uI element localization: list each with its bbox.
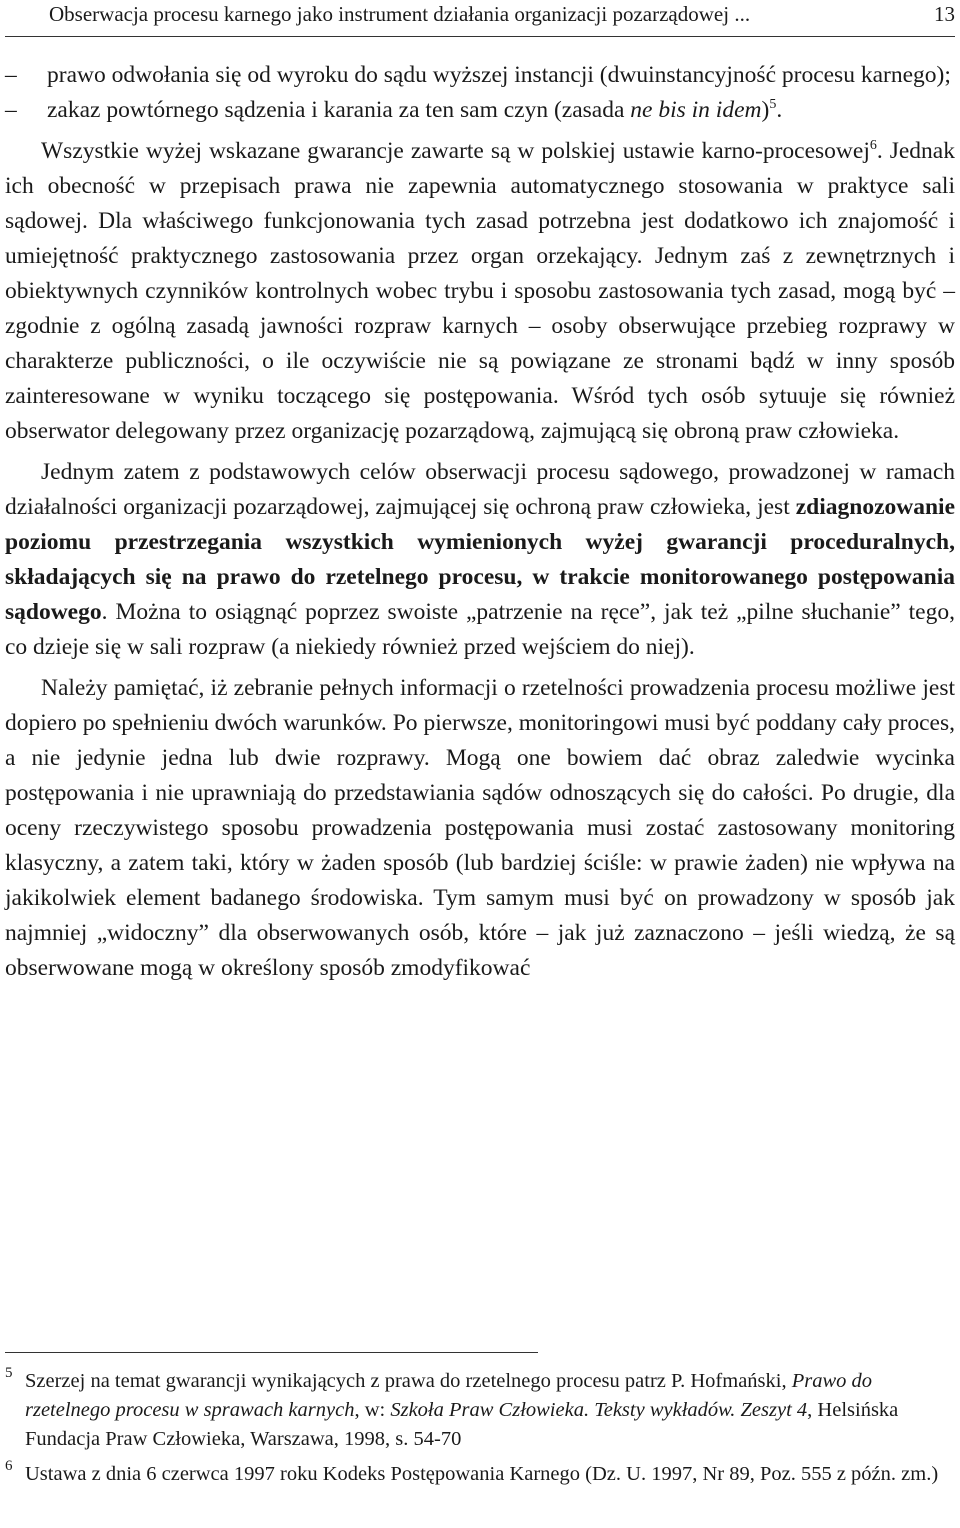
paragraph xyxy=(5,455,955,665)
list-item-period: . xyxy=(776,97,783,123)
list-item xyxy=(5,58,955,93)
footnote-title: Prawo do rzetelnego procesu w sprawach karnych xyxy=(25,1370,873,1421)
list-item-text: prawo odwołania się od wyroku do sądu wyższej instancji (dwuinstancyjność procesu karnego); xyxy=(47,62,951,88)
footnote-text: , w: xyxy=(354,1399,391,1421)
footnotes xyxy=(5,1352,955,1495)
footnote-source: Szkoła Praw Człowieka. Teksty wykładów. Zeszyt 4 xyxy=(390,1399,808,1421)
footnote-number: 5 xyxy=(5,1365,13,1381)
paragraph: Należy pamiętać, iż zebranie pełnych informacji o rzetelności prowadzenia procesu możliwe jest dopiero po spełnieniu dwóch warunków. Po pierwsze, monitoringowi musi być poddany cały proces, a nie jedynie jedna lub dwie rozprawy. Mogą one bowiem dać obraz zaledwie wycinka postępowania i nie uprawniają do przedstawiania sądów odnoszących się do całości. Po drugie, dla oceny rzeczywistego sposobu prowadzenia postępowania musi zostać zastosowany monitoring klasyczny, a zatem taki, który w żaden sposób (lub bardziej ściśle: w prawie żaden) nie wpływa na jakikolwiek element badanego środowiska. Tym samym musi być on prowadzony w sposób jak najmniej „widoczny” dla obserwowanych osób, które – jak już zaznaczono – jeśli wiedzą, że są obserwowane mogą w określony sposób zmodyfikować xyxy=(5,675,955,981)
list-item-text: zakaz powtórnego sądzenia i karania za ten sam czyn (zasada xyxy=(47,97,631,123)
footnote-number: 6 xyxy=(5,1458,13,1474)
running-header xyxy=(5,0,955,37)
footnote xyxy=(5,1367,955,1454)
paragraph-text: . Jednak ich obecność w przepisach prawa nie zapewnia automatycznego stosowania w praktyce sali sądowej. Dla właściwego funkcjonowania tych zasad potrzebna jest dodatkowo ich znajomość i umiejętność praktycznego zastosowania przez organ orzekający. Jednym zaś z zewnętrznych i obiektywnych czynników kontrolnych wobec trybu i sposobu zastosowania tych zasad, mogą być – zgodnie z ogólną zasadą jawności rozpraw karnych – osoby obserwujące przebieg rozprawy w charakterze publiczności, o ile oczywiście nie są powiązane ze stronami bądź w inny sposób zainteresowane w wyniku toczącego się postępowania. Wśród tych osób sytuuje się również obserwator delegowany przez organizację pozarządową, zajmującą się obroną praw człowieka. xyxy=(5,138,955,444)
paragraph-text: Wszystkie wyżej wskazane gwarancje zawarte są w polskiej ustawie karno-procesowej xyxy=(41,138,870,164)
paragraph-text: . Można to osiągnąć poprzez swoiste „patrzenie na ręce”, jak też „pilne słuchanie” tego, co dzieje się w sali rozpraw (a niekiedy również przed wejściem do niej). xyxy=(5,599,955,660)
dash-mark: – xyxy=(5,97,17,123)
footnote-text: Szerzej na temat gwarancji wynikających z prawa do rzetelnego procesu patrz P. Hofmański, xyxy=(25,1370,792,1392)
header-title: Obserwacja procesu karnego jako instrument działania organizacji pozarządowej ... xyxy=(49,2,751,26)
dash-mark: – xyxy=(5,62,17,88)
latin-phrase: ne bis in idem xyxy=(630,97,762,123)
footnote xyxy=(5,1460,955,1489)
main-text xyxy=(5,58,955,986)
page-number: 13 xyxy=(934,2,955,26)
list-item-text-end: ) xyxy=(761,97,770,123)
list-item xyxy=(5,93,955,128)
footnote-ref[interactable]: 5 xyxy=(769,97,777,113)
footnote-text: , Helsińska Fundacja Praw Człowieka, Warszawa, 1998, s. 54-70 xyxy=(25,1399,899,1450)
footnote-text: Ustawa z dnia 6 czerwca 1997 roku Kodeks Postępowania Karnego (Dz. U. 1997, Nr 89, Poz. 555 z późn. zm.) xyxy=(25,1463,939,1485)
footnote-ref[interactable]: 6 xyxy=(869,138,877,154)
footnote-rule xyxy=(5,1352,538,1353)
emphasis-text: zdiagnozowanie poziomu przestrzegania wszystkich wymienionych wyżej gwarancji proceduralnych, składających się na prawo do rzetelnego procesu, w trakcie monitorowanego postępowania sądowego xyxy=(5,494,955,625)
paragraph-text: Jednym zatem z podstawowych celów obserwacji procesu sądowego, prowadzonej w ramach działalności organizacji pozarządowej, zajmującej się ochroną praw człowieka, jest xyxy=(5,459,955,520)
paragraph xyxy=(5,134,955,449)
